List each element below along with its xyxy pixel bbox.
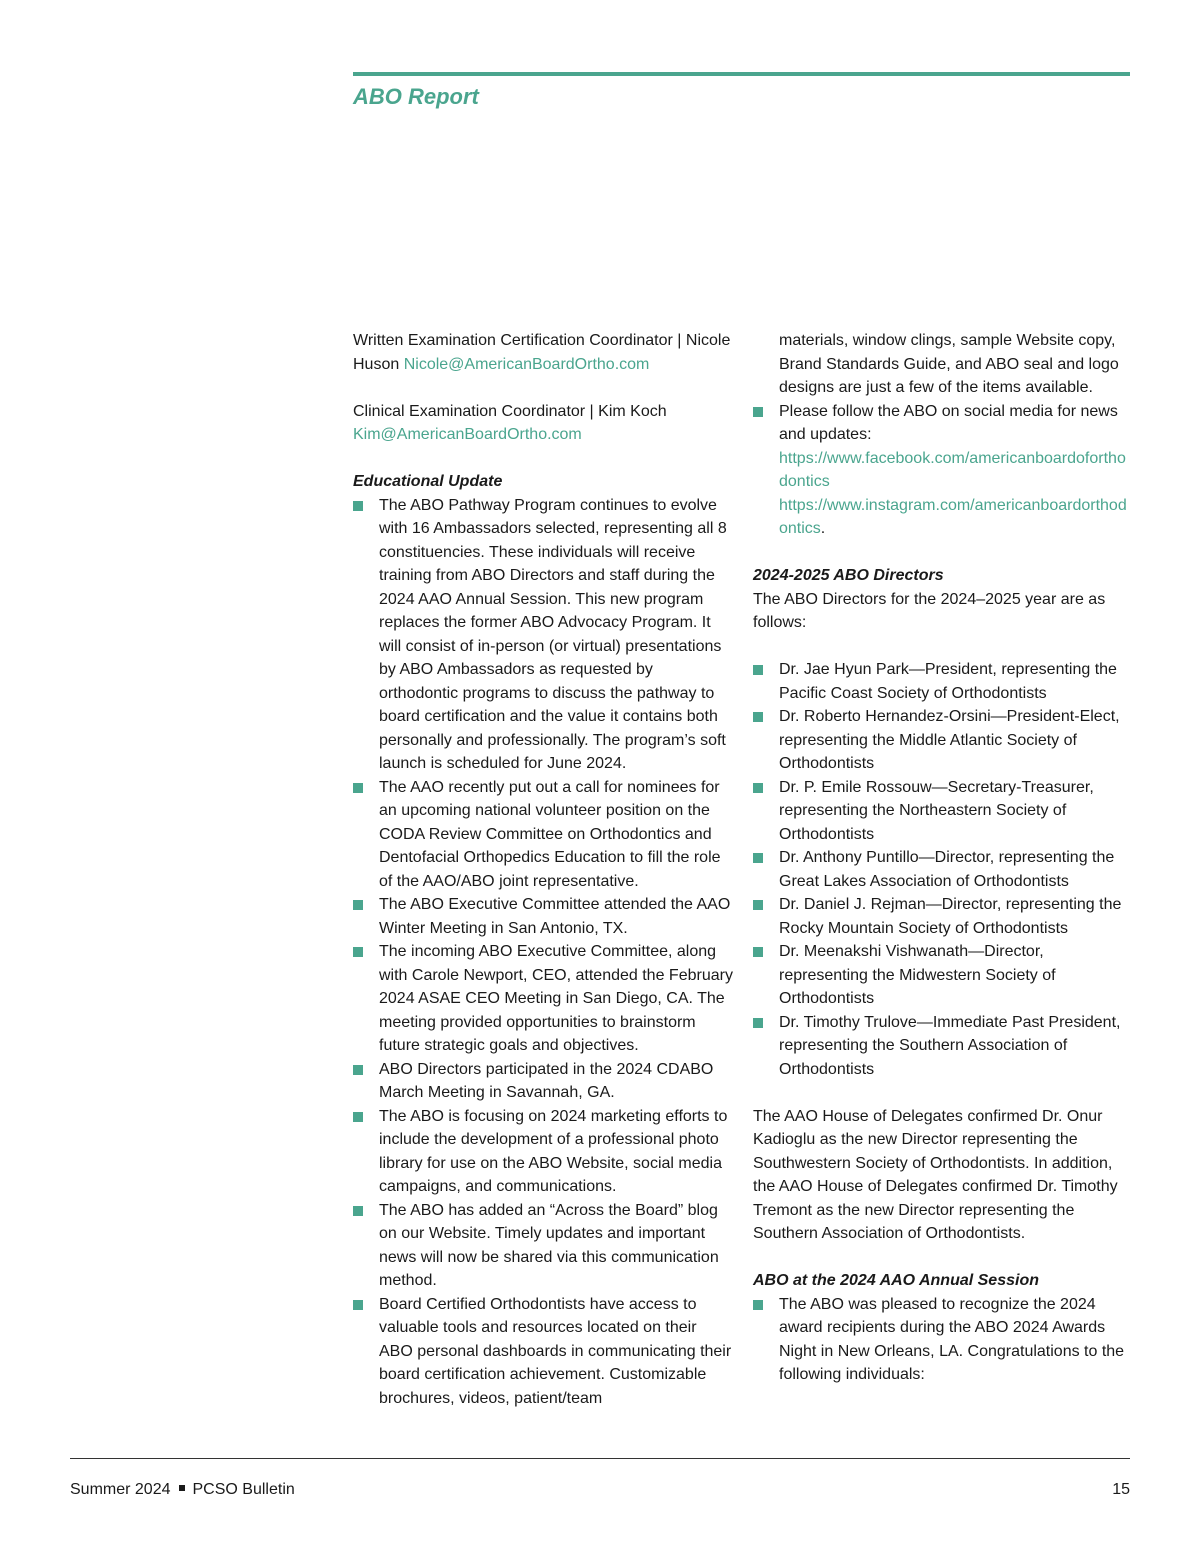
right-column (753, 329, 1131, 1387)
list-item-social (753, 400, 1131, 541)
continuation-list (753, 329, 1131, 400)
written-coordinator-label: Written Examination Certification Coordinator | Nicole Huson (353, 332, 731, 373)
social-item-text: Please follow the ABO on social media for news and updates: (779, 402, 1118, 443)
page-number: 15 (1112, 1481, 1130, 1498)
written-coordinator (353, 329, 733, 376)
top-rule (353, 72, 1130, 76)
social-period: . (820, 520, 826, 537)
list-item: Dr. P. Emile Rossouw—Secretary-Treasurer, representing the Northeastern Society of Orthodontists (753, 776, 1131, 847)
footer-rule (70, 1458, 1130, 1459)
footer-publication-name: PCSO Bulletin (192, 1481, 295, 1498)
list-item: Dr. Timothy Trulove—Immediate Past President, representing the Southern Association of Orthodontists (753, 1011, 1131, 1082)
list-item-continuation: materials, window clings, sample Website copy, Brand Standards Guide, and ABO seal and logo designs are just a few of the items available. (779, 332, 1119, 396)
page-title: ABO Report (353, 84, 479, 109)
facebook-link[interactable]: https://www.facebook.com/americanboardoforthodontics (779, 449, 1126, 490)
instagram-link[interactable]: https://www.instagram.com/americanboardorthodontics (779, 496, 1127, 537)
annual-session-list (753, 1293, 1131, 1387)
list-item: Dr. Anthony Puntillo—Director, representing the Great Lakes Association of Orthodontists (753, 846, 1131, 893)
directors-intro: The ABO Directors for the 2024–2025 year are as follows: (753, 590, 1106, 631)
list-item: Dr. Jae Hyun Park—President, representing the Pacific Coast Society of Orthodontists (753, 658, 1131, 705)
list-item: The ABO was pleased to recognize the 2024 award recipients during the ABO 2024 Awards Night in New Orleans, LA. Congratulations to the following individuals: (753, 1293, 1131, 1387)
social-list (753, 400, 1131, 541)
list-item: ABO Directors participated in the 2024 CDABO March Meeting in Savannah, GA. (353, 1058, 733, 1105)
list-item: The ABO is focusing on 2024 marketing efforts to include the development of a professional photo library for use on the ABO Website, social media campaigns, and communications. (353, 1105, 733, 1199)
list-item: Board Certified Orthodontists have access to valuable tools and resources located on their ABO personal dashboards in communicating their board certification achievement. Customizable brochures, videos, patient/team (353, 1293, 733, 1411)
clinical-coordinator-label: Clinical Examination Coordinator | Kim Koch (353, 402, 667, 420)
footer-publication (70, 1481, 295, 1499)
list-item: The AAO recently put out a call for nominees for an upcoming national volunteer position on the CODA Review Committee on Orthodontics and Dentofacial Orthopedics Education to fill the role of the AAO/ABO joint representative. (353, 776, 733, 894)
educational-update-heading: Educational Update (353, 473, 503, 490)
list-item: Dr. Meenakshi Vishwanath—Director, representing the Midwestern Society of Orthodontists (753, 940, 1131, 1011)
educational-update-list (353, 494, 733, 1411)
list-item: The incoming ABO Executive Committee, along with Carole Newport, CEO, attended the February 2024 ASAE CEO Meeting in San Diego, CA. The meeting provided opportunities to brainstorm future strategic goals and objectives. (353, 940, 733, 1058)
footer-issue: Summer 2024 (70, 1481, 171, 1498)
left-column (353, 329, 733, 1410)
square-bullet-icon (179, 1485, 185, 1491)
clinical-coordinator-email-link[interactable]: Kim@AmericanBoardOrtho.com (353, 426, 582, 443)
directors-list (753, 658, 1131, 1081)
delegates-paragraph: The AAO House of Delegates confirmed Dr. Onur Kadioglu as the new Director representing the Southwestern Society of Orthodontists. In addition, the AAO House of Delegates confirmed Dr. Timothy Tremont as the new Director representing the Southern Association of Orthodontists. (753, 1107, 1118, 1242)
list-item: Dr. Roberto Hernandez-Orsini—President-Elect, representing the Middle Atlantic Society of Orthodontists (753, 705, 1131, 776)
list-item: The ABO has added an “Across the Board” blog on our Website. Timely updates and important news will now be shared via this communication method. (353, 1199, 733, 1293)
clinical-coordinator (353, 400, 733, 447)
list-item: The ABO Executive Committee attended the AAO Winter Meeting in San Antonio, TX. (353, 893, 733, 940)
annual-session-heading: ABO at the 2024 AAO Annual Session (753, 1272, 1039, 1289)
list-item: Dr. Daniel J. Rejman—Director, representing the Rocky Mountain Society of Orthodontists (753, 893, 1131, 940)
written-coordinator-email-link[interactable]: Nicole@AmericanBoardOrtho.com (403, 355, 650, 373)
directors-heading: 2024-2025 ABO Directors (753, 567, 944, 584)
list-item: The ABO Pathway Program continues to evolve with 16 Ambassadors selected, representing all 8 constituencies. These individuals will receive training from ABO Directors and staff during the 2024 AAO Annual Session. This new program replaces the former ABO Advocacy Program. It will consist of in-person (or virtual) presentations by ABO Ambassadors as requested by orthodontic programs to discuss the pathway to board certification and the value it contains both personally and professionally. The program’s soft launch is scheduled for June 2024. (353, 494, 733, 776)
